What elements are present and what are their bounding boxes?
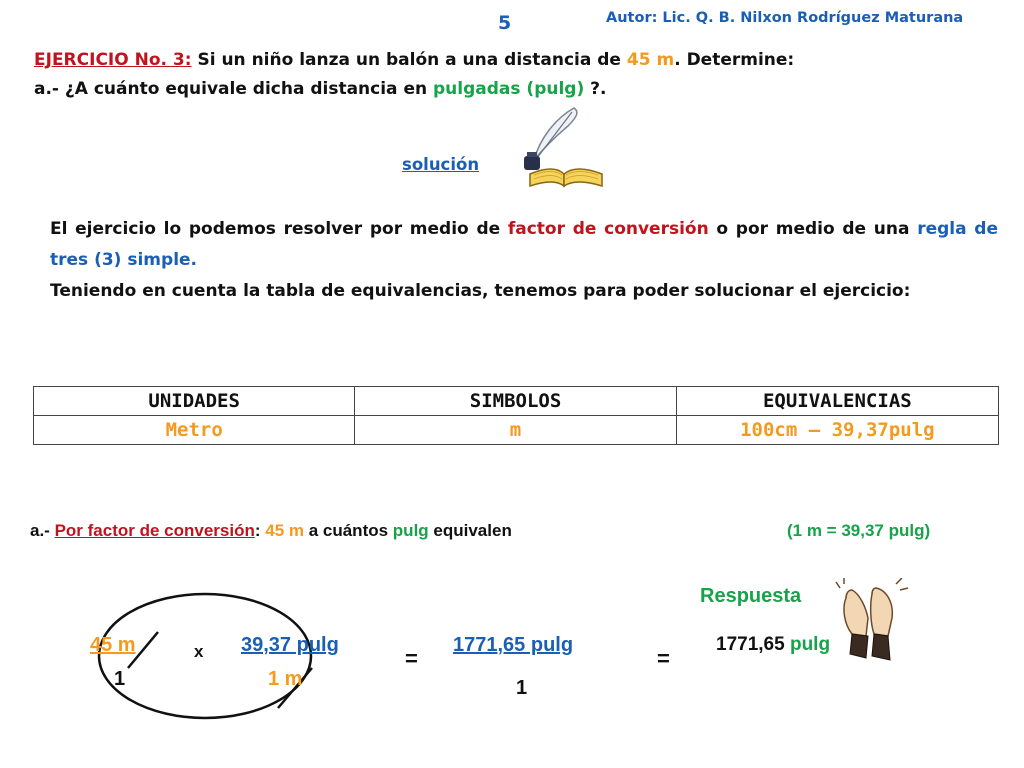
conv-value: 45 m: [265, 521, 304, 540]
answer-label: Respuesta: [700, 585, 802, 607]
table-cell: 100cm – 39,37pulg: [676, 416, 998, 445]
exercise-label: EJERCICIO No. 3:: [34, 50, 192, 70]
table-header-cell: UNIDADES: [34, 387, 355, 416]
equals-sign-2: =: [657, 646, 670, 671]
question-text-a: a.- ¿A cuánto equivale dicha distancia en: [34, 79, 434, 99]
final-unit: pulg: [789, 634, 831, 655]
conv-suffix: equivalen: [428, 521, 512, 540]
para-factor-conversion: factor de conversión: [507, 219, 709, 239]
table-cell: Metro: [34, 416, 355, 445]
term2-numerator: 39,37 pulg: [241, 634, 339, 656]
table-header-cell: EQUIVALENCIAS: [676, 387, 998, 416]
exercise-text-b: . Determine:: [674, 50, 795, 70]
solution-link[interactable]: solución: [402, 155, 480, 174]
page-number: 5: [498, 12, 512, 34]
final-answer: [716, 634, 830, 656]
table-cell: m: [355, 416, 676, 445]
conversion-relation: (1 m = 39,37 pulg): [787, 521, 931, 540]
para-text-a: El ejercicio lo podemos resolver por medio de: [50, 219, 508, 239]
question-text-b: ?.: [584, 79, 607, 99]
para-text-b: o por medio de una: [708, 219, 918, 239]
term1-numerator: 45 m: [90, 634, 136, 656]
para-regla-de-tres: regla de tres (3) simple.: [50, 219, 998, 270]
equals-sign-1: =: [405, 646, 418, 671]
final-value: 1771,65: [716, 634, 790, 655]
term1-denominator: 1: [114, 668, 126, 690]
author-credit: Autor: Lic. Q. B. Nilxon Rodríguez Maturana: [606, 10, 964, 26]
result-numerator: 1771,65 pulg: [453, 634, 574, 656]
exercise-text-a: Si un niño lanza un balón a una distancia de: [191, 50, 627, 70]
conv-prefix: a.-: [30, 521, 55, 540]
para-line-2: Teniendo en cuenta la tabla de equivalencias, tenemos para poder solucionar el ejercicio:: [50, 281, 911, 301]
conv-unit: pulg: [392, 521, 429, 540]
table-header-cell: SIMBOLOS: [355, 387, 676, 416]
result-denominator: 1: [516, 677, 528, 699]
question-unit: pulgadas (pulg): [433, 79, 585, 99]
term2-denominator: 1 m: [268, 668, 303, 690]
conv-method: Por factor de conversión: [54, 521, 255, 540]
times-sign: x: [194, 642, 204, 661]
exercise-distance: 45 m: [626, 50, 675, 70]
conv-colon: :: [254, 521, 266, 540]
conv-middle: a cuántos: [303, 521, 393, 540]
